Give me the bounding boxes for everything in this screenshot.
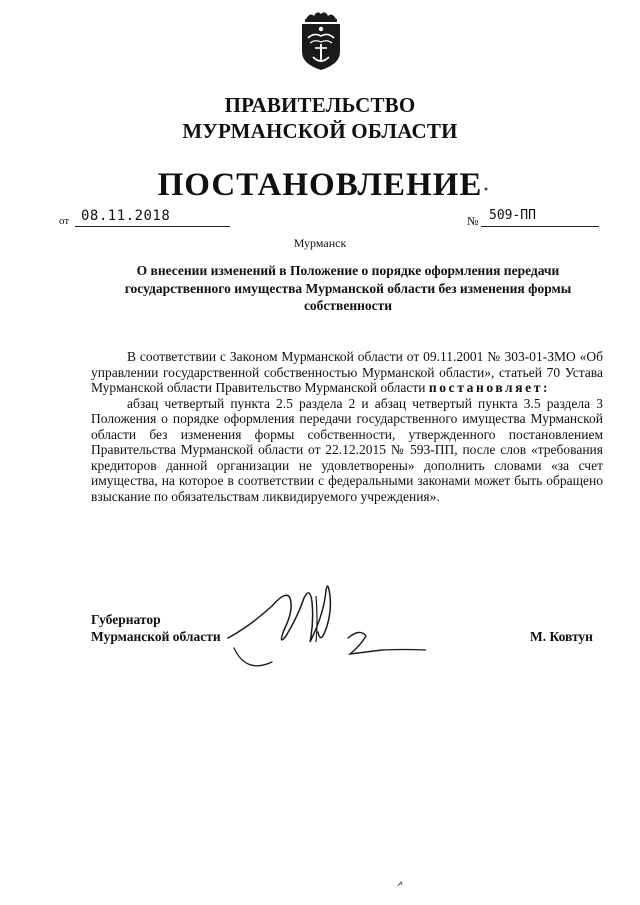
signer-position-line-2: Мурманской области [91, 629, 221, 644]
date-number-row [59, 209, 599, 229]
signer-position-line-1: Губернатор [91, 612, 161, 627]
scan-speck [483, 186, 493, 192]
document-title: О внесении изменений в Положение о порядке оформления передачи государственного имущества Мурманской области без изменения формы собственности [124, 263, 572, 313]
body-paragraph-1 [91, 349, 603, 396]
number-label: № [467, 214, 479, 228]
organization-line-1: ПРАВИТЕЛЬСТВО [224, 93, 416, 117]
from-label: от [59, 215, 70, 227]
scan-speck [396, 880, 404, 888]
paragraph-1-text: В соответствии с Законом Мурманской области от 09.11.2001 № 303-01-ЗМО «Об управлении государственной собственностью Мурманской области», статьей 70 Устава Мурманской области Правительство Мурманской области [91, 349, 603, 395]
document-type-heading: ПОСТАНОВЛЕНИЕ [157, 167, 483, 203]
signer-position [91, 611, 221, 645]
coat-of-arms-emblem [296, 10, 346, 72]
resolves-keyword: постановляет: [428, 380, 551, 395]
signer-name: М. Ковтун [530, 629, 593, 644]
document-date: 08.11.2018 [81, 208, 171, 224]
organization-line-2: МУРМАНСКОЙ ОБЛАСТИ [182, 119, 458, 143]
document-body [91, 349, 603, 504]
city-name: Мурманск [293, 236, 347, 250]
handwritten-signature [220, 576, 430, 676]
document-number: 509-ПП [489, 208, 536, 223]
body-paragraph-2: абзац четвертый пункта 2.5 раздела 2 и абзац четвертый пункта 3.5 раздела 3 Положения о порядке оформления передачи государственного имущества Мурманской области без изменения формы собственности, утвержденного постановлением Правительства Мурманской области от 22.12.2015 № 593-ПП, после слов «требования кредиторов данной организации не удовлетворены» дополнить словами «за счет имущества, на которое в соответствии с федеральными законами может быть обращено взыскание по обязательствам ликвидируемого учреждения». [91, 395, 603, 504]
